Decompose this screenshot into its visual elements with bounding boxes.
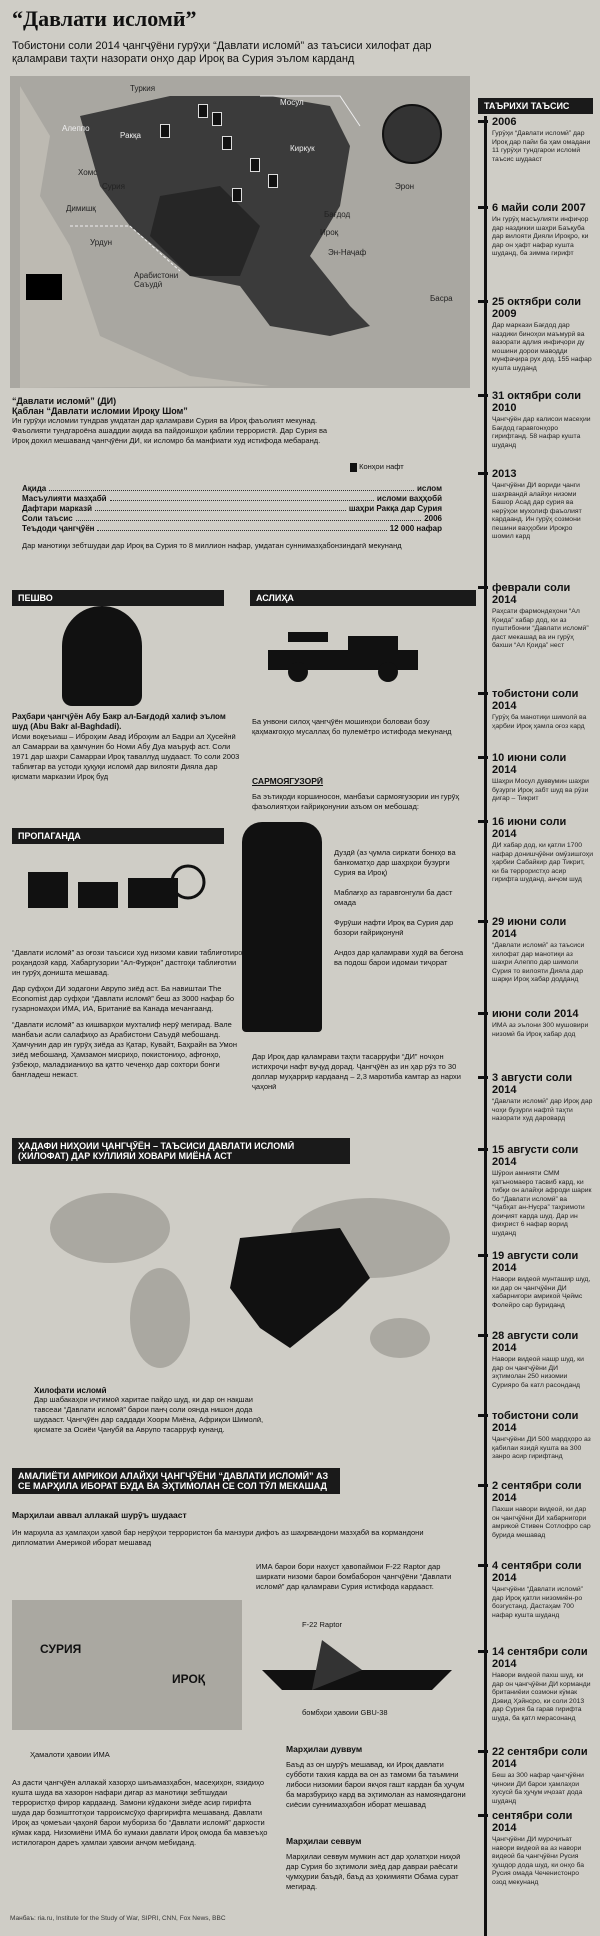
bomb-label: бомбҳои ҳавоии GBU-38	[302, 1708, 388, 1717]
oil-legend	[350, 462, 404, 472]
pickup-truck-icon	[258, 626, 438, 686]
map-label-basra: Басра	[430, 294, 453, 303]
funding-note: Дар Ироқ дар қаламрави таҳти тасарруфи “ДИ” ночҳон истихроҷи нафт вуҷуд дорад. Ҷангҷӯён аз ин ҳар рӯз то 30 доллар муҳаррир кардаанд – 2,3 маротиба камтар аз нархи ҷаҳонӣ	[252, 1052, 461, 1091]
timeline-entry: 25 октябри соли 2009 Дар маркази Бағдод дар наздики биноҳои маъмурӣ ва вазорати адлия инфиҷори ду мошини дорои маводди мунфаҷира рух дод, 155 нафар кушта шуданд	[478, 296, 593, 373]
propaganda-text	[12, 948, 246, 1080]
map-label-iraq: Ироқ	[320, 228, 339, 237]
strikes-legend: Ҳамалоти ҳавоии ИМА	[30, 1750, 110, 1759]
funding-item: Андоз дар қаламрави худӣ ва бегона ва подош барои идомаи тиҷорат	[334, 948, 464, 967]
timeline-header: ТАЪРИХИ ТАЪСИС	[478, 98, 593, 114]
timeline-entry: 3 августи соли 2014 “Давлати исломӣ” дар Ироқ дар чоҳи бузурги нафтӣ таҳти назорати худ даровард	[478, 1072, 593, 1124]
timeline-entry: 22 сентябри соли 2014 Беш аз 300 нафар ҷангҷӯёни ҷиноии ДИ барои ҳамлаҳои хусусӣ ба ҳуҷум иҷозат дода шуданд	[478, 1746, 593, 1806]
map-label-raqqa: Ракқа	[120, 131, 141, 140]
strike-map-label-syria: СУРИЯ	[40, 1642, 82, 1656]
fighters-silhouette	[242, 822, 322, 1032]
page-title: “Давлати исломӣ”	[12, 6, 197, 31]
funding-intro: Ба эътиқоди коршиносон, манбаъи сармоягузории ин гурӯҳ фаъолиятҳои ғайриқонунии азъом он мебошад:	[252, 792, 460, 811]
timeline-entry: 28 августи соли 2014 Навори видеоӣ нашр шуд, ки дар он ҷангҷӯёни ДИ эҳтимолан 250 низомии Сурияро ба катл расонданд	[478, 1330, 593, 1390]
timeline-entry: тобистони соли 2014 Ҷангҷӯёни ДИ 500 мардҳоро аз қабилаи язидӣ кушта ва 300 занро асир гирифтанд	[478, 1410, 593, 1462]
phase2-title: Марҳилаи дуввум	[286, 1744, 363, 1754]
timeline-entry: 10 июни соли 2014 Шаҳри Мосул дуввумин шаҳри бузурги Ироқ забт шуд ва рӯзи дигар – Тикрит	[478, 752, 593, 804]
caliphate-caption	[34, 1386, 274, 1435]
timeline-entry: 4 сентябри соли 2014 Ҷангҷӯёни “Давлати исломӣ” дар Ироқ қатли низомиён-ро бозгустанд. Дастаҳам 700 нафар кушта шуданд	[478, 1560, 593, 1620]
phase3-title: Марҳилаи севвум	[286, 1836, 362, 1846]
map-label-turkey: Туркия	[130, 84, 156, 93]
funding-item: Маблағҳо аз гаравгонгули ба даст омада	[334, 888, 453, 907]
map-label-saudi: Арабистони Саъудӣ	[134, 271, 179, 289]
globe-icon	[382, 104, 442, 164]
leader-bio: Исми воқеъиаш – Иброҳим Авад Иброҳим ал Бадри ал Ҳусейнӣ ал Самарраи ва ҳамчунин бо Номи Абу Дуа маъруф аст. Соли 1971 дар шаҳри Самарраи Ироқ таваллуд шудааст. То соли 2003 таблиғгар ва устоди ҳуқуқи исломӣ дар вилояти Дияла дар қисмати марказии Ироқ буд	[12, 732, 240, 781]
timeline-entry: сентябри соли 2014 Ҷангҷӯёни ДИ муроҷиъат навори видеоӣ ва аз навори видеоӣ ба ҷангҷӯёни Русия ҳушдор дода шуд, ки онҳо ба Русия омада Чеченистонро озод мекунанд	[478, 1810, 593, 1887]
funding-list	[334, 848, 464, 968]
caliphate-title: Хилофати исломӣ	[34, 1386, 107, 1395]
map-label-iran: Эрон	[395, 182, 415, 191]
propaganda-icons	[18, 852, 208, 912]
timeline-entry: тобистони соли 2014 Гурӯҳ ба манотиқи шимолӣ ва ҳарбии Ироқ ҳамла оғоз кард	[478, 688, 593, 731]
world-header: ҲАДАФИ НИҲОИИ ҶАНГҶӮЁН – ТАЪСИСИ ДАВЛАТИ ИСЛОМӢ (ХИЛОФАТ) ДАР КУЛЛИЯИ ХОВАРИ МИЁНА АСТ	[12, 1138, 350, 1164]
timeline-entry: 16 июни соли 2014 ДИ хабар дод, ки қатли 1700 нафар донишҷӯёни омӯзишгоҳи ҳарбии Сабайкир дар Тикрит, ки ба террористҳо асир гирифта шуданд, анҷом шуд	[478, 816, 593, 885]
map-label-jordan: Урдун	[90, 238, 113, 247]
weapons-text: Ба унвони силоҳ ҷангҷӯён мошинҳои боловаи бозу қаҳмакгоҳҳо мусаллаҳ бо пулемётро истифода мекунанд	[252, 717, 452, 736]
timeline-entry: 2006 Гурӯҳи “Давлати исломӣ” дар Ироқ дар пайи ба ҳам омадани 11 гурӯҳи тундгарои исломӣ таъсис шудааст	[478, 116, 593, 164]
fact-row: Теъдоди ҷангҷӯён 12 000 нафар	[22, 524, 442, 533]
map-label-kirkuk: Киркук	[290, 144, 315, 153]
propaganda-paragraph: Дар суфҳои ДИ зодагони Аврупо зиёд аст. Ба навиштаи The Economist дар суфҳои “Давлати исломӣ” беш аз 3000 нафар бо гузарномаҳои ИМА, ИА, Британиё ва Канада мечангаанд.	[12, 984, 235, 1013]
world-map	[40, 1178, 460, 1378]
f22-label: F-22 Raptor	[302, 1620, 343, 1629]
propaganda-header: ПРОПАГАНДА	[12, 828, 224, 844]
phase-left-text: Аз дасти ҷангҷӯён аллакай хазорҳо шиъамазҳабон, масеҳиҳон, язидиҳо кушта шуда ва хазорон нафари дигар аз манотиқи зебтшудаи террористҳо фирор кардаанд. Замони кӯдакони зиёде асир гирифта шуда дар бозиштготҳои тaрроисмсӯҳо фаpгирифта мешаванд. Давлати Ироқ аз ҷомеъаи ҷаҳонӣ барои мубориза бо “Давлати исломӣ” дархости кӯмак кард. Низомиёни ИМА бо кумаки давлати Ироқ омода ба мавзеъҳо истилогарон дареъ ҳамлаи ҳавоии анҷом мебиданд.	[12, 1778, 268, 1847]
isis-flag-icon	[26, 274, 62, 300]
phase3-text: Марҳилаи севвум мумкин аст дар ҳолатҳои ниҳоӣ дар Сурия бо зҳтимоли зиёд дар давраи раёсати ҷумҳурии баъдӣ, баъд аз ҳокимияти Обама сурат мегирад.	[286, 1852, 461, 1891]
f22-text: ИМА барои бори нахуст ҳавопаймои F-22 Raptor дар ширкати низоми барои бомбаборон ҷангҷӯёни “Давлати исломӣ” дар қаламрави Сурия истифода кардааст.	[256, 1562, 452, 1591]
timeline	[478, 116, 593, 1936]
population-note: Дар манотиқи зебтшудаи дар Ироқ ва Сурия то 8 миллион нафар, умдатан суннимазҳабонзиндагӣ мекунанд	[22, 541, 402, 550]
isis-info	[12, 396, 452, 446]
leader-header: ПЕШВО	[12, 590, 224, 606]
phase1-text: Ин марҳила аз ҳамлаҳои ҳавоӣ бар нерӯҳои террористон ба манзури дифоъ аз шаҳрвандони мазҳабӣ ва кормандони дипломатии Америкоӣ иборат мешавад	[12, 1528, 424, 1547]
leader-info	[12, 712, 242, 782]
timeline-entry: 2 сентябри соли 2014 Пахши навори видеоӣ, ки дар он ҷангҷӯёни ДИ хабарнигори амрикоӣ Стивен Сотлофро сар бурида мешавад	[478, 1480, 593, 1540]
isis-title: “Давлати исломӣ” (ДИ)	[12, 396, 117, 406]
fact-row: Соли таъсис 2006	[22, 514, 442, 523]
isis-former-name: Қаблан “Давлати исломии Ироқу Шом”	[12, 406, 188, 416]
map-label-baghdad: Бағдод	[324, 210, 351, 219]
oil-rig-icon	[350, 463, 357, 472]
airstrikes-header: АМАЛИЁТИ АМРИКОИ АЛАЙҲИ ҶАНГҶӮЁНИ “ДАВЛАТИ ИСЛОМӢ” АЗ СЕ МАРҲИЛА ИБОРАТ БУДА ВА ЭҲТИМОЛАН СЕ СОЛ ТӮЛ МЕКАШАД	[12, 1468, 340, 1494]
isis-description: Ин гурӯҳи исломии тундрав умдатан дар қаламрави Сурия ва Ироқ фаъолият мекунад. Фаъолияти тундгароёна ашаддии ақида ва пайдоишҳои қаблии террористӣ. Дар Сурия ва Ироқ дохил мешаванд ҷангҷӯёни ДИ, ки исломро ба манфиати худ истифода мебаранд.	[12, 416, 328, 445]
timeline-entry: 29 июни соли 2014 “Давлати исломӣ” аз таъсиси хилофат дар манотиқи аз шаҳри Алеппо дар шимоли Сурия то вилояти Дияла дар шарқи Ироқ хабар додданд	[478, 916, 593, 985]
funding-header: САРМОЯГУЗОРӢ	[252, 776, 324, 786]
page-subtitle: Тобистони соли 2014 ҷангҷӯёни гурӯҳи “Давлати исломӣ” аз таъсиси хилофат дар қаламрави таҳти назорати онҳо дар Ироқ ва Сурия эълом карданд	[12, 40, 432, 65]
timeline-entry: феврали соли 2014 Раҳсати фармондеҳони “Ал Қоида” хабар дод, ки аз пуштибонии “Давлати исломӣ” даст мекашад ва ин гурӯҳ бахши “Ал Қоида” нест	[478, 582, 593, 651]
propaganda-paragraph: “Давлати исломӣ” аз кишварҳои мухталиф нерӯ мегирад. Вале манбаъи асли салафиҳо аз Арабистони Саъудӣ мебошанд. Ҳамчунин дар ин гурӯҳ зиёда аз Қатар, Кувайт, Баҳрайн ва Умон зиёд мебошанд. Ҳамзамон мисриҳо, покистониҳо, афғонҳо, ӯзбекҳо, маладзианиҳо ва қатто чеченҳо дар сохтори бонги бангладеш нежаст.	[12, 1020, 237, 1079]
funding-item: Фурӯши нафти Ироқ ва Сурия дар бозори ғайриқонунӣ	[334, 918, 454, 937]
propaganda-paragraph: “Давлати исломӣ” аз оғози таъсиси худ низоми кавии таблиғотиро роҳандозӣ кард. Хабаргузории “Ал-Фурқон” дастгоҳи таблиғотии ин гурӯҳ доништа мешавад.	[12, 948, 243, 977]
leader-name: Раҳбари ҷангҷӯён Абу Бакр ал-Бағдодӣ халиф эълом шуд (Abu Bakr al-Baghdadi).	[12, 712, 226, 731]
oil-legend-label: Конҳои нафт	[359, 462, 404, 471]
strike-map-label-iraq: ИРОҚ	[172, 1672, 206, 1686]
timeline-entry: 31 октябри соли 2010 Ҷангҷӯён дар калисои масеҳии Бағдод гаравгонҳоро гирифтанд. 58 нафар кушта шуданд	[478, 390, 593, 450]
map-label-homs: Хомс	[78, 168, 98, 177]
strike-map	[12, 1560, 472, 1740]
timeline-entry: 2013 Ҷангҷӯёни ДИ вориди ҷанги шаҳрвандӣ алайҳи низоми Башор Асад дар сурия ва нерӯҳои мухолиф фаъолият кардаанд. Ин гурӯҳ созмони пешини ваҳҳобии Ироқро шомил кард	[478, 468, 593, 542]
leader-portrait	[62, 606, 142, 706]
fact-row: Масъулияти мазҳабӣ исломи ваҳҳобӣ	[22, 494, 442, 503]
timeline-entry: 15 августи соли 2014 Шӯрои амнияти СММ қатъномаеро тасвиб кард, ки тибқи он алайҳи афроди шарик бо “Давлати исломӣ” ва “Ҷабҳат ан-Нусра” таҳримоти доиҷият карда шуд. Дар ин фиҳрист 6 нафар ворид шуданд	[478, 1144, 593, 1238]
fact-row: Дафтари марказӣ шаҳри Ракқа дар Сурия	[22, 504, 442, 513]
map-label-aleppo: Алеппо	[62, 124, 90, 133]
map-label-mosul: Мосул	[280, 98, 304, 107]
map-label-damascus: Димишқ	[66, 204, 96, 213]
timeline-entry: 14 сентябри соли 2014 Навори видеоӣ пахш шуд, ки дар он ҷангҷӯёни ДИ корманди британиёии созмони кӯмак Дэвид Ҳэйнсро, ки соли 2013 дар Сурия ба гарав гирифта шуда, ба қатл мерасонанд	[478, 1646, 593, 1723]
isis-facts	[22, 484, 442, 551]
caliphate-text: Дар шабакаҳои иҷтимоӣ харитае пайдо шуд, ки дар он нақшаи тавсеаи “Давлати исломӣ” барои панҷ соли оянда нишон дода шудааст. Ҷангҷӯён дар саддади Хоорм Миёна, Африқои Шимолӣ, қисмате за Осиёи Ҷанубӣ ва Аврупо тасарруф кунанд.	[34, 1395, 264, 1434]
phase2-text: Баъд аз он шурӯъ мешавад, ки Ироқ давлати субботи тахия карда ва он аз тамоми ба таъмини либоси низомии барои якҷоя гашт кардан ба ҳуҷум ба марзбуриҳо кард ва эҳтимолан аз намояндагони сиёсии суннимазҳабон иборат мешавад	[286, 1760, 466, 1809]
map-label-syria: Сурия	[102, 182, 125, 191]
sources-footer: Манбаъ: ria.ru, Institute for the Study of War, SIPRI, CNN, Fox News, BBC	[10, 1915, 226, 1922]
fact-row: Ақида ислом	[22, 484, 442, 493]
timeline-entry: 19 августи соли 2014 Навори видеоӣ мунташир шуд, ки дар он ҷангҷӯёни ДИ хабарнигори амрикоӣ Ҷеймс Фолейро сар буриданд	[478, 1250, 593, 1310]
funding-item: Дуздӣ (аз ҷумла сиркати бонкҳо ва банкоматҳо дар шаҳрҳои бузурги Сурия ва Ироқ)	[334, 848, 456, 877]
map-label-najaf: Эн-Наҷаф	[328, 248, 367, 257]
timeline-entry: июни соли 2014 ИМА аз эълони 300 мушовири низомӣ ба Ироқ хабар дод	[478, 1008, 593, 1039]
weapons-header: АСЛИҲА	[250, 590, 476, 606]
phase1-title: Марҳилаи аввал аллакай шурӯъ шудааст	[12, 1510, 187, 1520]
timeline-entry: 6 майи соли 2007 Ин гурӯҳ масъулияти инфиҷор дар наздикии шаҳри Баъқуба дар вилояти Дияли Ироқро, ки дар он ҳафт нафар кушта шуданд, ба зимма гирифт	[478, 202, 593, 259]
